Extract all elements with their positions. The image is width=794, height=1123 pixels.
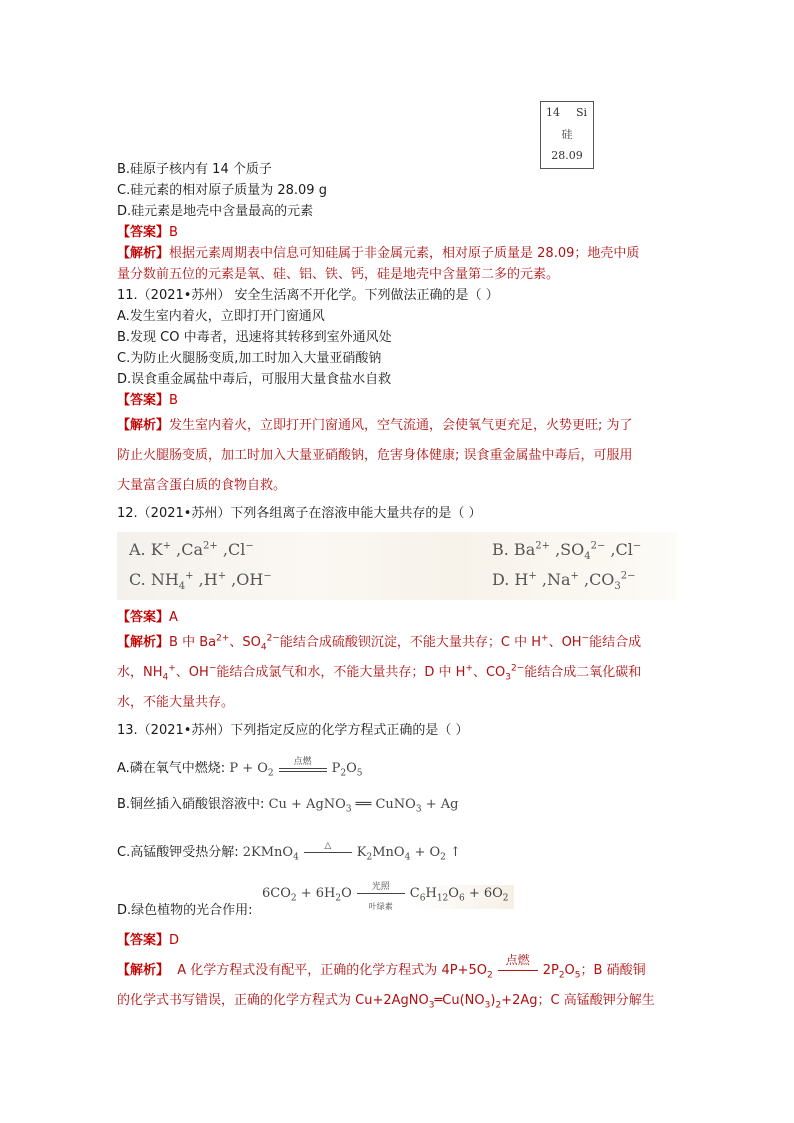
q12-option-a: A. K+ $,Ca^{2+}$ ,Cl− (129, 540, 254, 559)
q12-option-c: C. $NH_4^+$ ,H+ ,OH− (129, 570, 272, 593)
answer-tag: 【答案】 (117, 225, 170, 240)
element-card-silicon (540, 101, 594, 169)
q11-option-d: D.误食重金属盐中毒后，可服用大量食盐水自救 (117, 372, 392, 387)
q11-explanation-line-3: 大量富含蛋白质的食物自救。 (117, 478, 287, 493)
q11-option-c: C.为防止火腿肠变质,加工时加入大量亚硝酸钠 (117, 351, 382, 366)
q11-stem: 11.（2021•苏州） 安全生活离不开化学。下列做法正确的是（ ） (117, 288, 499, 303)
q12-option-d: D. H+ ,Na+ $,CO_3^{2-}$ (492, 570, 636, 593)
q10-explanation-line-2: 量分数前五位的元素是氧、硅、铝、铁、钙，硅是地壳中含量第二多的元素。 (117, 267, 560, 282)
q13-option-b: B.铜丝插入硝酸银溶液中: Cu + AgNO$_3$ ══ CuNO$_3$ + Ag (117, 797, 459, 815)
answer-value: B (169, 225, 178, 240)
q11-option-a: A.发生室内着火，立即打开门窗通风 (117, 309, 325, 324)
q11-option-b: B.发现 CO 中毒者，迅速将其转移到室外通风处 (117, 330, 392, 345)
q13-stem: 13.（2021•苏州）下列指定反应的化学方程式正确的是（ ） (117, 723, 469, 738)
q10-answer (117, 224, 178, 242)
q12-stem: 12.（2021•苏州）下列各组离子在溶液申能大量共存的是（ ） (117, 506, 482, 521)
q10-option-c: C.硅元素的相对原子质量为 28.09 g (117, 183, 327, 198)
element-symbol: Si (575, 106, 587, 119)
q11-explanation-line-1: 【解析】发生室内着火，立即打开门窗通风，空气流通，会使氧气更充足，火势更旺; 为了 (117, 418, 633, 433)
q11-answer: 【答案】B (117, 393, 178, 408)
q13-explanation-line-1: 【解析】 A 化学方程式没有配平，正确的化学方程式为 $4P+5O_2$ 点燃 $2P_2O_5$；B 硝酸铜 (117, 952, 646, 981)
q10-option-b: B.硅原子核内有 14 个质子 (117, 162, 272, 177)
q12-option-b: B. $Ba^{2+}$ $,SO_4^{2-}$ ,Cl− (492, 540, 642, 563)
q12-explanation-line-1: 【解析】B 中 $Ba^{2+}$、$SO_4^{2-}$能结合成硫酸钡沉淀，不能大量共存；C 中 H+、OH−能结合成 (117, 633, 642, 653)
equation-a: $P + O_2$ 点燃 $P_2O_5$ (229, 756, 363, 779)
q13-option-d: D.绿色植物的光合作用: (117, 903, 253, 918)
atomic-number: 14 (546, 106, 560, 119)
element-name: 硅 (561, 128, 573, 141)
q13-explanation-line-2: 的化学式书写错误，正确的化学方程式为 $Cu+2AgNO_3═Cu(NO_3)_2+2Ag$；C 高锰酸钾分解生 (117, 993, 655, 1011)
atomic-mass: 28.09 (551, 149, 583, 162)
equation-b: Cu + AgNO$_3$ ══ CuNO$_3$ + Ag (268, 797, 459, 815)
equation-d: $6CO_2 + 6H_2O$ 光照 叶绿素 $C_6H_{12}O_6 + 6O_2$ (262, 881, 509, 911)
q13-option-c: C.高锰酸钾受热分解: 2KMnO$_4$ △ $K_2MnO_4 + O_2$ ↑ (117, 840, 461, 863)
q13-option-a: A.磷在氧气中燃烧: $P + O_2$ 点燃 $P_2O_5$ (117, 756, 363, 779)
q12-options-image (117, 532, 677, 600)
q13-answer: 【答案】D (117, 933, 180, 948)
explanation-tag: 【解析】 (117, 246, 170, 261)
equation-c: 2KMnO$_4$ △ $K_2MnO_4 + O_2$ ↑ (242, 840, 461, 863)
q10-explanation-line-1: 【解析】根据元素周期表中信息可知硅属于非金属元素，相对原子质量是 28.09；地壳中质 (117, 246, 640, 261)
q12-explanation-line-2: 水，$NH_4^+$、OH−能结合成氯气和水，不能大量共存；D 中 H+、$CO_3^{2-}$能结合成二氧化碳和 (117, 663, 642, 683)
q10-option-d: D.硅元素是地壳中含量最高的元素 (117, 204, 314, 219)
q12-explanation-line-3: 水，不能大量共存。 (117, 695, 235, 710)
q13-equation-d-image (262, 881, 514, 911)
q12-answer: 【答案】A (117, 610, 178, 625)
q11-explanation-line-2: 防止火腿肠变质，加工时加入大量亚硝酸钠，危害身体健康; 误食重金属盐中毒后，可服用 (117, 448, 633, 463)
